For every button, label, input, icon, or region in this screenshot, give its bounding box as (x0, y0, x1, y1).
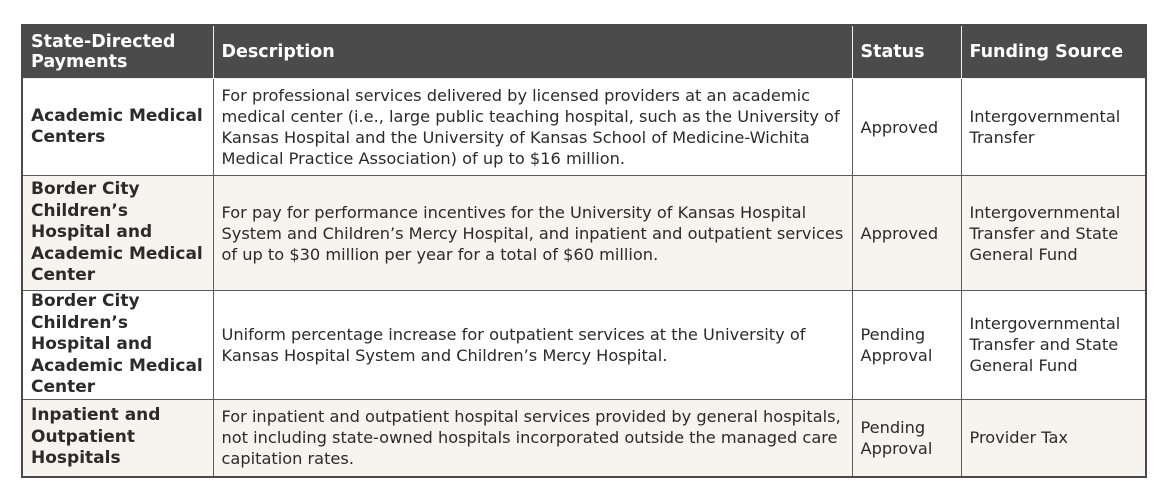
table-header (22, 25, 1146, 79)
description-cell: For inpatient and outpatient hospital services provided by general hospitals, not including state-owned hospitals incorporated outside the managed care capitation rates. (213, 399, 852, 477)
status-cell: Pending Approval (852, 399, 961, 477)
state-directed-payments-table (21, 24, 1147, 478)
funding-source-cell: Intergovernmental Transfer (961, 79, 1146, 176)
status-cell: Approved (852, 79, 961, 176)
status-cell: Approved (852, 176, 961, 291)
status-cell: Pending Approval (852, 291, 961, 400)
description-cell: Uniform percentage increase for outpatient services at the University of Kansas Hospital System and Children’s Mercy Hospital. (213, 291, 852, 400)
header-state-directed-payments: State-Directed Payments (22, 25, 213, 79)
table-row (22, 291, 1146, 400)
table-body (22, 79, 1146, 477)
funding-source-cell: Intergovernmental Transfer and State General Fund (961, 176, 1146, 291)
header-description: Description (213, 25, 852, 79)
table-row (22, 79, 1146, 176)
header-funding-source: Funding Source (961, 25, 1146, 79)
description-cell: For pay for performance incentives for the University of Kansas Hospital System and Children’s Mercy Hospital, and inpatient and outpatient services of up to $30 million per year for a total of $60 million. (213, 176, 852, 291)
description-cell: For professional services delivered by licensed providers at an academic medical center (i.e., large public teaching hospital, such as the University of Kansas Hospital and the University of Kansas School of Medicine-Wichita Medical Practice Association) of up to $16 million. (213, 79, 852, 176)
payment-name-cell: Border City Children’s Hospital and Academic Medical Center (22, 176, 213, 291)
payment-name-cell: Border City Children’s Hospital and Academic Medical Center (22, 291, 213, 400)
payment-name-cell: Inpatient and Outpatient Hospitals (22, 399, 213, 477)
table-row (22, 176, 1146, 291)
header-row (22, 25, 1146, 79)
header-status: Status (852, 25, 961, 79)
payment-name-cell: Academic Medical Centers (22, 79, 213, 176)
table-row (22, 399, 1146, 477)
funding-source-cell: Provider Tax (961, 399, 1146, 477)
funding-source-cell: Intergovernmental Transfer and State General Fund (961, 291, 1146, 400)
